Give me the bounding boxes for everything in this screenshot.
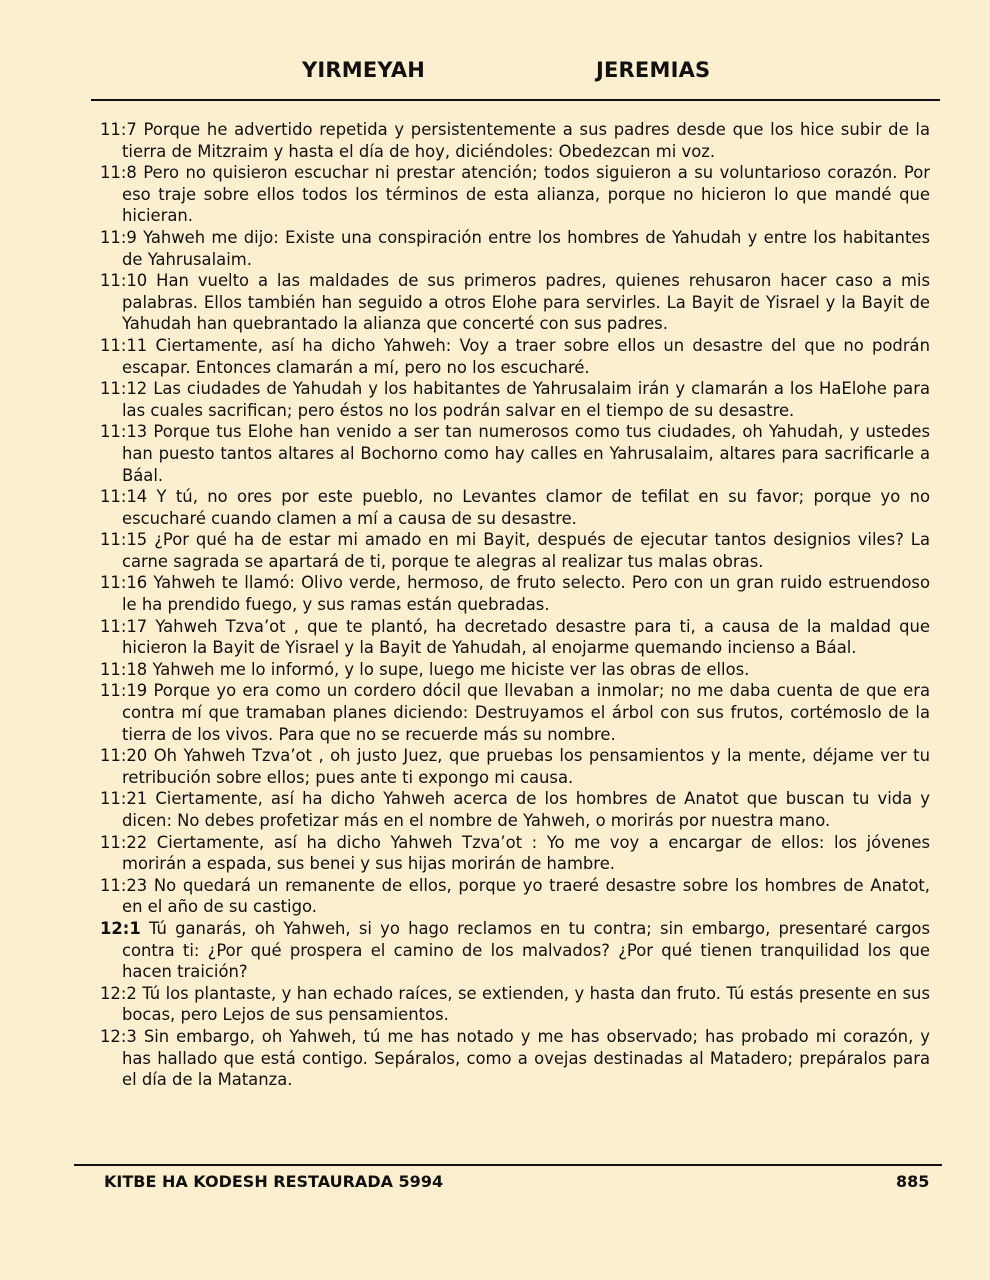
verse [100,486,930,529]
verse-reference: 11:13 [100,422,148,442]
verse [100,119,930,162]
page-number: 885 [896,1172,930,1191]
verse-reference: 11:7 [100,120,137,139]
footer-rule [74,1164,942,1166]
verse-reference: 11:10 [100,271,148,291]
verse-reference: 11:22 [100,832,148,852]
verse-reference: 11:21 [100,789,148,809]
verse [100,918,930,983]
verse [100,378,930,421]
book-title-hebrew: YIRMEYAH [302,58,426,82]
footer-title: KITBE HA KODESH RESTAURADA 5994 [104,1172,444,1191]
verse [100,832,930,875]
verse [100,875,930,918]
page-header [0,58,990,90]
verse [100,983,930,1026]
verse-text: Yahweh te llamó: Olivo verde, hermoso, de fruto selecto. Pero con un gran ruido estruendoso le ha prendido fuego, y sus ramas están quebradas. [122,573,930,615]
verse [100,227,930,270]
verse-reference: 11:19 [100,681,148,701]
verse-text: Yahweh me lo informó, y lo supe, luego me hiciste ver las obras de ellos. [147,659,750,679]
verse-text: Tú ganarás, oh Yahweh, si yo hago reclamos en tu contra; sin embargo, presentaré cargos contra ti: ¿Por qué prospera el camino de los malvados? ¿Por qué tienen tranquilidad los que hacen traición? [122,918,930,982]
verse-text: Oh Yahweh Tzva’ot , oh justo Juez, que pruebas los pensamientos y la mente, déjame ver tu retribución sobre ellos; pues ante ti expongo mi causa. [122,746,930,787]
verse-reference: 12:2 [100,983,137,1003]
verse-text: Y tú, no ores por este pueblo, no Levantes clamor de tefilat en su favor; porque yo no escucharé cuando clamen a mí a causa de su desastre. [122,487,930,528]
verse [100,270,930,335]
verse [100,335,930,378]
verse-text: Porque he advertido repetida y persistentemente a sus padres desde que los hice subir de la tierra de Mitzraim y hasta el día de hoy, diciéndoles: Obedezcan mi voz. [122,120,930,161]
verse-text: Yahweh Tzva’ot , que te plantó, ha decretado desastre para ti, a causa de la maldad que hicieron la Bayit de Yisrael y la Bayit de Yahudah, al enojarme quemando incienso a Báal. [122,616,930,658]
verse-text: Las ciudades de Yahudah y los habitantes de Yahrusalaim irán y clamarán a los HaElohe para las cuales sacrifican; pero éstos no los podrán salvar en el tiempo de su desastre. [122,379,930,420]
verse-reference: 11:20 [100,746,148,766]
verse-reference: 11:23 [100,875,148,895]
verse-text: ¿Por qué ha de estar mi amado en mi Bayit, después de ejecutar tantos designios viles? La carne sagrada se apartará de ti, porque te alegras al realizar tus malas obras. [122,530,930,571]
verse-reference: 11:12 [100,379,148,399]
book-title-spanish: JEREMIAS [596,58,711,82]
verse-reference: 11:9 [100,227,137,247]
verse-text: Sin embargo, oh Yahweh, tú me has notado y me has observado; has probado mi corazón, y has hallado que está contigo. Sepáralos, como a ovejas destinadas al Matadero; prepáralos para el día de la Matanza. [122,1026,930,1090]
verse-reference: 11:16 [100,573,148,593]
verse-text: Tú los plantaste, y han echado raíces, se extienden, y hasta dan fruto. Tú estás presente en sus bocas, pero Lejos de sus pensamientos. [122,983,930,1025]
verse-reference: 12:3 [100,1026,137,1046]
verse [100,788,930,831]
verse-reference: 11:11 [100,335,148,355]
verse-text: No quedará un remanente de ellos, porque yo traeré desastre sobre los hombres de Anatot, en el año de su castigo. [122,875,930,917]
verse [100,680,930,745]
verse-text: Yahweh me dijo: Existe una conspiración entre los hombres de Yahudah y entre los habitantes de Yahrusalaim. [122,227,930,269]
verse [100,162,930,227]
verse-reference: 11:18 [100,659,148,679]
header-rule [91,99,940,101]
verse [100,745,930,788]
verse-reference: 11:14 [100,487,148,507]
verse [100,421,930,486]
verse-text: Ciertamente, así ha dicho Yahweh Tzva’ot : Yo me voy a encargar de ellos: los jóvenes morirán a espada, sus benei y sus hijas morirán de hambre. [122,832,930,874]
verse [100,1026,930,1091]
verse [100,572,930,615]
verse-reference: 11:8 [100,163,137,183]
verse-reference: 11:17 [100,616,148,636]
verse-reference: 11:15 [100,530,148,550]
verse [100,659,930,681]
verse-text: Ciertamente, así ha dicho Yahweh: Voy a traer sobre ellos un desastre del que no podrán escapar. Entonces clamarán a mí, pero no los escucharé. [122,335,930,377]
verse-text: Porque tus Elohe han venido a ser tan numerosos como tus ciudades, oh Yahudah, y ustedes han puesto tantos altares al Bochorno como hay calles en Yahrusalaim, altares para sacrificarle a Báal. [122,422,930,485]
verse [100,616,930,659]
verse-text: Ciertamente, así ha dicho Yahweh acerca de los hombres de Anatot que buscan tu vida y dicen: No debes profetizar más en el nombre de Yahweh, o morirás por nuestra mano. [122,789,930,830]
verse-text: Han vuelto a las maldades de sus primeros padres, quienes rehusaron hacer caso a mis palabras. Ellos también han seguido a otros Elohe para servirles. La Bayit de Yisrael y la Bayit de Yahudah han quebrantado la alianza que concerté con sus padres. [122,271,930,334]
verse-reference: 12:1 [100,918,141,938]
verse [100,529,930,572]
verse-text: Porque yo era como un cordero dócil que llevaban a inmolar; no me daba cuenta de que era contra mí que tramaban planes diciendo: Destruyamos el árbol con sus frutos, cortémoslo de la tierra de los vivos. Para que no se recuerde más su nombre. [122,681,930,744]
verse-text: Pero no quisieron escuchar ni prestar atención; todos siguieron a su voluntarioso corazón. Por eso traje sobre ellos todos los términos de esta alianza, porque no hicieron lo que mandé que hicieran. [122,163,930,226]
verse-body [100,119,930,1091]
